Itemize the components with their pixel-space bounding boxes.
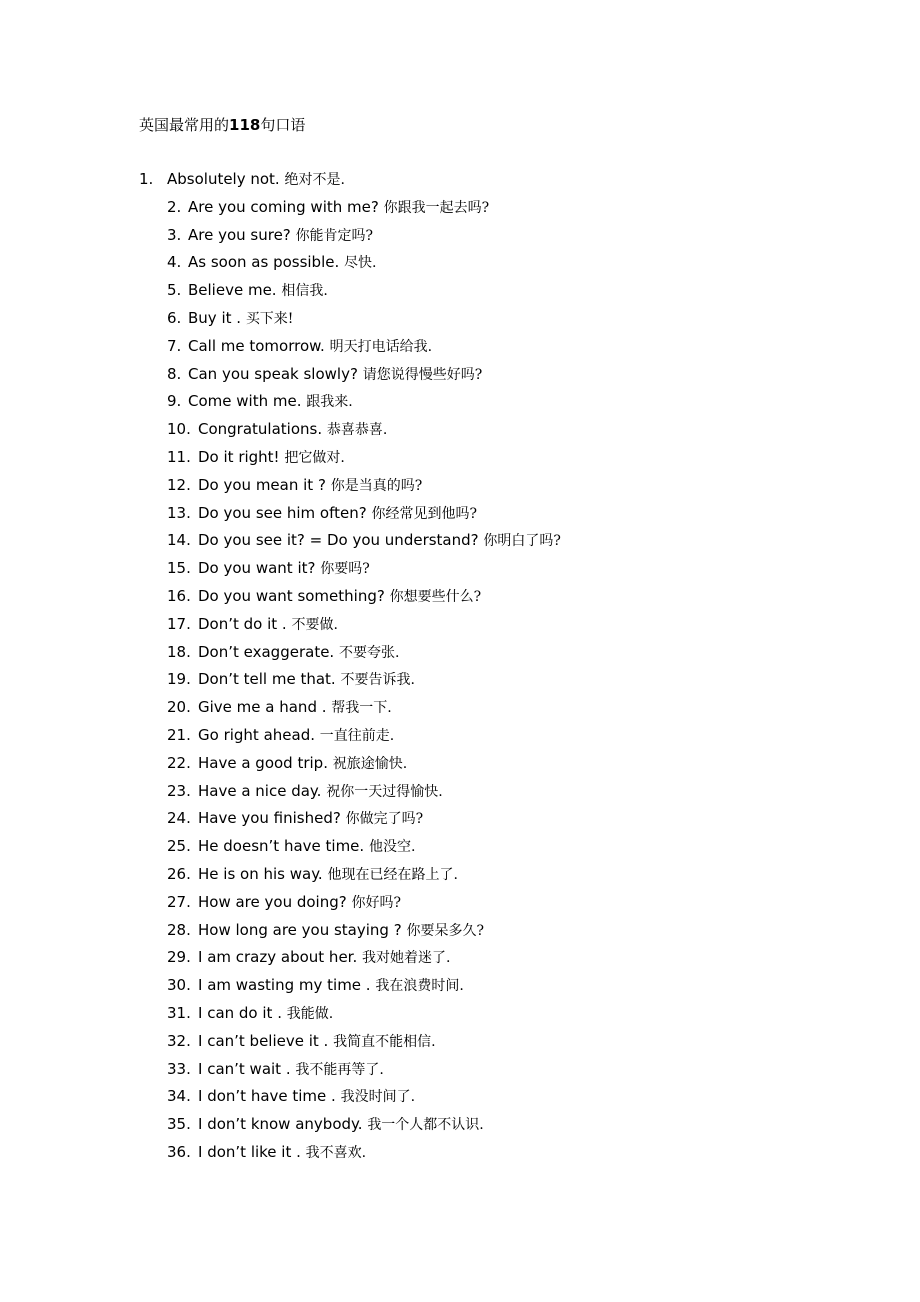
item-text (188, 361, 482, 390)
list-item (0, 583, 920, 611)
item-text (198, 972, 464, 1001)
item-number: 17. (167, 614, 191, 633)
item-text (198, 917, 484, 946)
item-english: Have you finished? (198, 809, 341, 828)
item-number: 13. (167, 503, 191, 522)
list-item (0, 277, 920, 305)
item-text (198, 805, 423, 834)
list-item (0, 1028, 920, 1056)
item-chinese: 你要呆多久? (406, 922, 484, 939)
item-english: I can’t believe it . (198, 1031, 329, 1050)
item-number: 1. (139, 170, 154, 188)
item-english: I can’t wait . (198, 1059, 291, 1078)
list-item (0, 416, 920, 444)
item-number: 12. (167, 475, 191, 494)
list-item (0, 388, 920, 416)
item-number: 31. (167, 1003, 191, 1022)
item-english: Don’t tell me that. (198, 670, 336, 689)
phrase-list (0, 166, 920, 1167)
item-number: 20. (167, 698, 191, 717)
item-text (198, 472, 422, 501)
item-english: He is on his way. (198, 864, 323, 883)
list-item (0, 750, 920, 778)
list-item (0, 472, 920, 500)
item-number: 3. (167, 225, 182, 244)
item-number: 36. (167, 1142, 191, 1161)
list-item (0, 666, 920, 694)
item-number: 29. (167, 948, 191, 967)
item-english: How long are you staying ? (198, 920, 402, 939)
list-item (0, 555, 920, 583)
item-text (198, 416, 387, 445)
item-number: 28. (167, 920, 191, 939)
item-number: 27. (167, 892, 191, 911)
item-text (198, 1000, 333, 1029)
item-text (198, 1111, 484, 1140)
item-number: 35. (167, 1115, 191, 1134)
item-chinese: 尽快. (344, 255, 377, 272)
item-chinese: 绝对不是. (284, 172, 345, 188)
list-item (0, 889, 920, 917)
item-chinese: 你好吗? (351, 894, 402, 911)
item-chinese: 你做完了吗? (345, 811, 424, 828)
item-number: 19. (167, 670, 191, 689)
item-english: Don’t exaggerate. (198, 642, 335, 661)
title-number: 118 (229, 116, 261, 134)
list-item (0, 166, 920, 194)
item-number: 5. (167, 281, 182, 300)
item-chinese: 你想要些什么? (389, 588, 482, 605)
item-english: Congratulations. (198, 420, 323, 439)
item-text (188, 277, 328, 306)
item-english: How are you doing? (198, 892, 347, 911)
item-chinese: 把它做对. (284, 449, 345, 466)
list-item (0, 500, 920, 528)
list-item (0, 444, 920, 472)
list-item (0, 1083, 920, 1111)
item-text (198, 583, 481, 612)
item-text (188, 194, 489, 223)
item-text (188, 222, 373, 251)
item-number: 26. (167, 864, 191, 883)
list-item (0, 361, 920, 389)
item-chinese: 明天打电话给我. (329, 338, 433, 355)
item-chinese: 祝你一天过得愉快. (326, 783, 443, 800)
list-item (0, 778, 920, 806)
item-english: Buy it . (188, 308, 242, 327)
item-english: He doesn’t have time. (198, 837, 365, 856)
item-text (198, 444, 345, 473)
title-suffix: 句口语 (260, 116, 306, 134)
item-text (167, 166, 345, 195)
item-english: Absolutely not. (167, 170, 280, 188)
list-item (0, 333, 920, 361)
item-chinese: 我一个人都不认识. (367, 1117, 484, 1134)
item-english: I don’t know anybody. (198, 1115, 363, 1134)
item-text (198, 861, 458, 890)
item-chinese: 他现在已经在路上了. (327, 866, 458, 883)
item-english: I am wasting my time . (198, 976, 371, 995)
list-item (0, 917, 920, 945)
list-item (0, 222, 920, 250)
item-chinese: 我简直不能相信. (333, 1033, 436, 1050)
item-chinese: 我在浪费时间. (375, 978, 464, 995)
item-number: 18. (167, 642, 191, 661)
list-item (0, 639, 920, 667)
item-english: Have a good trip. (198, 753, 328, 772)
item-chinese: 恭喜恭喜. (326, 422, 388, 439)
item-number: 22. (167, 753, 191, 772)
item-text (198, 666, 415, 695)
item-text (198, 1028, 436, 1057)
item-english: I don’t like it . (198, 1142, 301, 1161)
item-chinese: 你跟我一起去吗? (383, 199, 490, 216)
item-english: I am crazy about her. (198, 948, 358, 967)
item-english: Are you coming with me? (188, 197, 379, 216)
item-chinese: 我对她着迷了. (362, 950, 451, 967)
item-number: 14. (167, 531, 191, 550)
list-item (0, 1139, 920, 1167)
item-chinese: 一直往前走. (319, 727, 395, 744)
item-number: 7. (167, 336, 182, 355)
list-item (0, 305, 920, 333)
item-text (198, 611, 338, 640)
item-number: 23. (167, 781, 191, 800)
document-title (139, 114, 305, 136)
item-number: 32. (167, 1031, 191, 1050)
item-text (198, 1056, 384, 1085)
item-text (198, 778, 443, 807)
item-text (198, 750, 407, 779)
item-english: Have a nice day. (198, 781, 322, 800)
list-item (0, 527, 920, 555)
item-chinese: 不要做. (291, 616, 338, 633)
item-number: 15. (167, 559, 191, 578)
item-english: Do you see it? = Do you understand? (198, 531, 479, 550)
item-text (198, 722, 394, 751)
item-chinese: 你要吗? (320, 561, 370, 578)
list-item (0, 861, 920, 889)
item-text (198, 555, 370, 584)
item-english: Give me a hand . (198, 698, 327, 717)
list-item (0, 249, 920, 277)
item-number: 24. (167, 809, 191, 828)
item-number: 11. (167, 447, 191, 466)
item-chinese: 帮我一下. (331, 700, 392, 717)
list-item (0, 944, 920, 972)
item-english: Do you want something? (198, 586, 385, 605)
item-chinese: 买下来! (245, 310, 294, 327)
list-item (0, 1111, 920, 1139)
list-item (0, 805, 920, 833)
item-text (198, 527, 561, 556)
item-chinese: 我不喜欢. (305, 1144, 367, 1161)
item-number: 6. (167, 308, 182, 327)
item-english: As soon as possible. (188, 253, 340, 272)
item-english: Call me tomorrow. (188, 336, 325, 355)
item-number: 8. (167, 364, 182, 383)
item-english: Do you want it? (198, 559, 316, 578)
list-item (0, 833, 920, 861)
item-number: 25. (167, 837, 191, 856)
item-number: 16. (167, 586, 191, 605)
item-chinese: 请您说得慢些好吗? (362, 366, 483, 383)
item-chinese: 我能做. (286, 1005, 334, 1022)
item-chinese: 他没空. (368, 839, 416, 856)
item-text (198, 694, 392, 723)
item-english: Are you sure? (188, 225, 291, 244)
item-chinese: 祝旅途愉快. (332, 755, 408, 772)
item-text (198, 944, 450, 973)
item-number: 21. (167, 725, 191, 744)
item-chinese: 你经常见到他吗? (371, 505, 477, 522)
item-text (198, 1139, 366, 1168)
item-text (198, 639, 399, 668)
item-text (198, 500, 477, 529)
item-text (188, 388, 353, 417)
item-number: 34. (167, 1087, 191, 1106)
list-item (0, 611, 920, 639)
title-prefix: 英国最常用的 (139, 116, 230, 134)
item-text (188, 249, 376, 278)
item-text (188, 333, 432, 362)
item-english: I don’t have time . (198, 1087, 336, 1106)
list-item (0, 1000, 920, 1028)
item-chinese: 不要夸张. (338, 644, 400, 661)
item-english: Don’t do it . (198, 614, 287, 633)
item-chinese: 跟我来. (306, 394, 353, 411)
item-number: 30. (167, 976, 191, 995)
item-number: 2. (167, 197, 182, 216)
item-number: 33. (167, 1059, 191, 1078)
item-english: Believe me. (188, 281, 277, 300)
item-chinese: 相信我. (281, 283, 328, 300)
item-english: Do it right! (198, 447, 280, 466)
list-item (0, 722, 920, 750)
item-english: Do you see him often? (198, 503, 367, 522)
item-chinese: 你明白了吗? (483, 533, 561, 550)
item-english: I can do it . (198, 1003, 282, 1022)
item-number: 10. (167, 420, 191, 439)
item-english: Can you speak slowly? (188, 364, 358, 383)
item-text (188, 305, 293, 334)
item-chinese: 你能肯定吗? (295, 227, 374, 244)
item-chinese: 我不能再等了. (295, 1061, 384, 1078)
list-item (0, 972, 920, 1000)
item-chinese: 你是当真的吗? (330, 477, 423, 494)
list-item (0, 694, 920, 722)
item-text (198, 1083, 415, 1112)
item-text (198, 889, 401, 918)
item-english: Go right ahead. (198, 725, 315, 744)
item-english: Do you mean it ? (198, 475, 326, 494)
list-item (0, 194, 920, 222)
item-chinese: 不要告诉我. (340, 672, 415, 689)
item-number: 9. (167, 392, 182, 411)
list-item (0, 1056, 920, 1084)
item-number: 4. (167, 253, 182, 272)
item-chinese: 我没时间了. (340, 1089, 416, 1106)
item-english: Come with me. (188, 392, 302, 411)
item-text (198, 833, 415, 862)
